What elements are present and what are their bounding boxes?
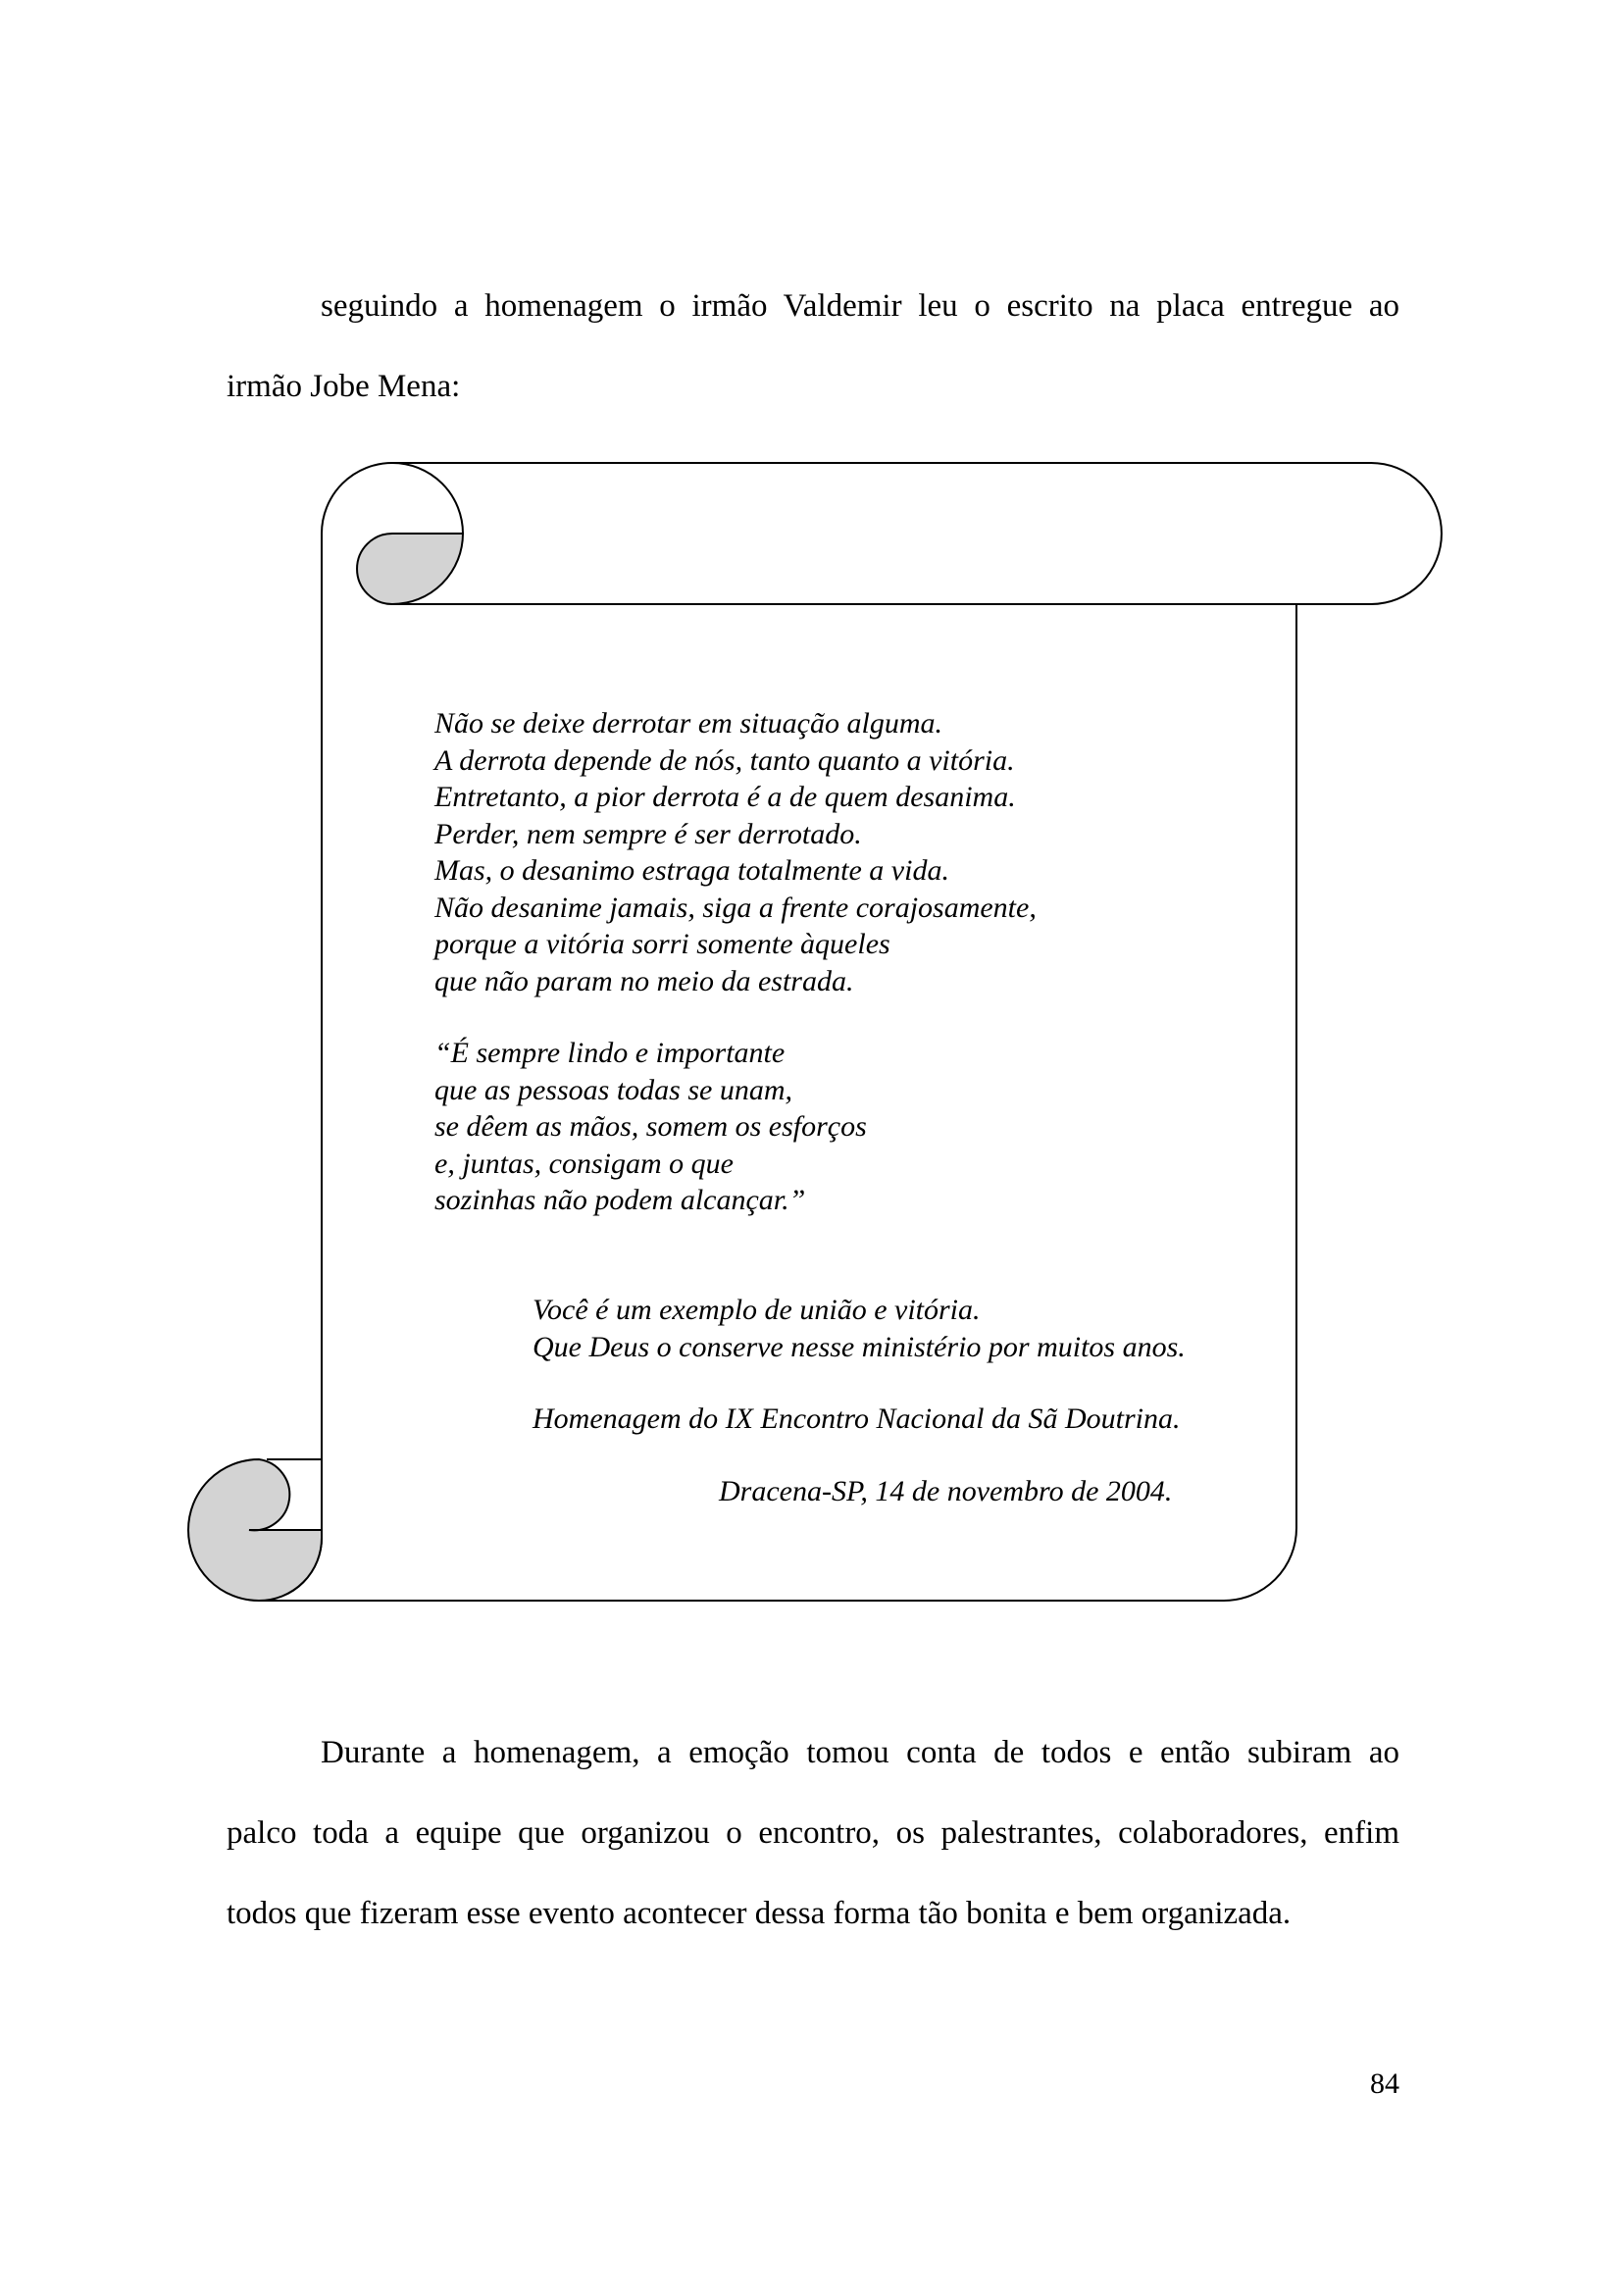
plaque-line: Entretanto, a pior derrota é a de quem desanima.	[434, 781, 1016, 813]
plaque-line: que as pessoas todas se unam,	[434, 1073, 792, 1106]
intro-line-1: seguindo a homenagem o irmão Valdemir leu o escrito na placa entregue ao	[321, 288, 1399, 324]
scroll-bottom-curl-shape	[188, 1459, 322, 1601]
plaque-line: e, juntas, consigam o que	[434, 1147, 734, 1180]
closing-line-2: palco toda a equipe que organizou o encontro, os palestrantes, colaboradores, enfim	[227, 1815, 1399, 1851]
scroll-top-roll	[392, 463, 1442, 604]
plaque-line: Não se deixe derrotar em situação alguma.	[434, 707, 942, 739]
closing-line-1: Durante a homenagem, a emoção tomou conta de todos e então subiram ao	[321, 1735, 1399, 1770]
plaque-dedication	[533, 1292, 1186, 1365]
plaque-quote-stanza	[434, 1035, 867, 1219]
plaque-stanza-1	[434, 705, 1037, 999]
intro-line-2: irmão Jobe Mena:	[227, 369, 461, 404]
scroll-top-left-curl-outline	[322, 463, 392, 534]
plaque-line: que não param no meio da estrada.	[434, 964, 854, 997]
page-number: 84	[1370, 2067, 1399, 2100]
scroll-top-curl-arc	[392, 463, 463, 534]
plaque-line: se dêem as mãos, somem os esforços	[434, 1110, 867, 1143]
plaque-line: Que Deus o conserve nesse ministério por muitos anos.	[533, 1330, 1186, 1363]
plaque-tribute: Homenagem do IX Encontro Nacional da Sã Doutrina.	[533, 1402, 1181, 1435]
plaque-place-date: Dracena-SP, 14 de novembro de 2004.	[719, 1475, 1173, 1507]
plaque-line: Não desanime jamais, siga a frente corajosamente,	[434, 891, 1037, 924]
plaque-line: Perder, nem sempre é ser derrotado.	[434, 817, 862, 850]
plaque-line: Você é um exemplo de união e vitória.	[533, 1294, 981, 1326]
plaque-line: “É sempre lindo e importante	[434, 1037, 786, 1069]
scroll-top-curl-shape	[357, 534, 463, 604]
plaque-line: A derrota depende de nós, tanto quanto a vitória.	[434, 743, 1015, 777]
closing-line-3: todos que fizeram esse evento acontecer dessa forma tão bonita e bem organizada.	[227, 1896, 1292, 1931]
plaque-line: porque a vitória sorri somente àqueles	[434, 928, 890, 960]
plaque-line: Mas, o desanimo estraga totalmente a vida.	[434, 854, 949, 887]
plaque-line: sozinhas não podem alcançar.”	[434, 1184, 806, 1216]
